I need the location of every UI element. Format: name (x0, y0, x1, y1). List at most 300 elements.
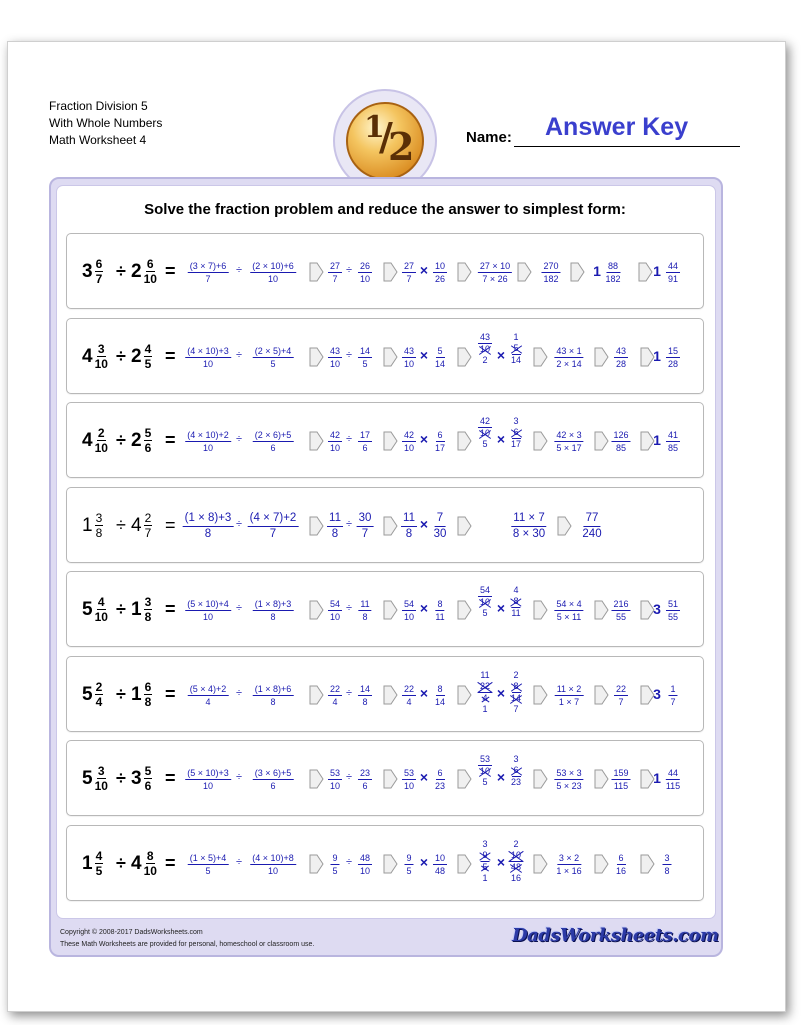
cancel-bottom: 5 (482, 608, 488, 618)
denominator: 6 (144, 441, 152, 455)
numerator: 42 × 3 (556, 430, 582, 440)
cancel-fraction (511, 670, 521, 715)
step-fraction (554, 598, 583, 623)
step-fraction (402, 429, 416, 454)
fraction-part (144, 680, 153, 709)
cancel-fraction (480, 839, 489, 884)
numerator: 6 (437, 430, 443, 440)
step-fraction (478, 260, 512, 285)
denominator: 10 (267, 274, 278, 284)
cancel-pair (478, 332, 492, 355)
improper-fraction (253, 429, 294, 454)
denominator: 10 (94, 779, 108, 793)
numerator: 6 (618, 853, 624, 863)
divide-sign: ÷ (345, 264, 353, 276)
numerator: 1 (670, 684, 676, 694)
cancel-fraction (511, 332, 521, 366)
step-fraction (358, 767, 372, 792)
numerator: (5 × 10)+4 (187, 599, 229, 609)
denominator: 7 (205, 274, 211, 284)
cancel-fraction (511, 754, 521, 788)
step-fraction (611, 429, 630, 454)
cancel-bottom: 1 (482, 873, 488, 883)
numerator: 42 (403, 430, 415, 440)
cancel-top: 11 (480, 670, 490, 680)
final-answer (666, 767, 680, 792)
step-arrow-icon (309, 431, 324, 451)
denominator: 6 (270, 443, 276, 453)
numerator: 8 (513, 596, 519, 606)
denominator: 8 (362, 697, 368, 707)
numerator: 10 (510, 850, 522, 860)
numerator: 216 (613, 599, 629, 609)
divide-sign: ÷ (116, 430, 126, 450)
numerator: 4 (144, 342, 152, 356)
mixed-number (82, 595, 108, 624)
numerator: 41 (667, 430, 679, 440)
divide-sign: ÷ (116, 261, 126, 281)
whole-part: 1 (653, 263, 661, 279)
step-fraction (435, 429, 445, 454)
denominator: 10 (143, 272, 157, 286)
step-fraction (616, 852, 626, 877)
numerator: 6 (95, 257, 103, 271)
cancel-fraction (511, 585, 520, 619)
cancel-bottom: 2 (482, 355, 488, 365)
improper-fraction (250, 852, 296, 877)
numerator: 126 (613, 430, 629, 440)
whole-part: 1 (653, 770, 661, 786)
step-fraction (401, 511, 417, 542)
step-fraction (435, 345, 445, 370)
denominator: 11 (511, 608, 521, 618)
cancel-bottom: 5 (482, 777, 488, 787)
numerator: 6 (146, 257, 154, 271)
cancel-pair (478, 585, 492, 608)
fraction-part (144, 257, 157, 286)
final-answer (666, 598, 680, 623)
denominator: 10 (479, 428, 491, 438)
worksheet-header-info (49, 98, 162, 149)
denominator: 10 (329, 781, 341, 791)
step-fraction (554, 429, 583, 454)
denominator: 7 (670, 697, 676, 707)
whole-part: 1 (82, 514, 93, 536)
step-fraction (511, 511, 546, 542)
usage-note: These Math Worksheets are provided for personal, homeschool or classroom use. (60, 941, 315, 948)
whole-part: 3 (131, 767, 142, 789)
step-arrow-icon (457, 431, 472, 451)
mixed-number (131, 764, 152, 793)
step-arrow-icon (309, 854, 324, 874)
step-fraction (605, 260, 620, 285)
equals-sign: = (165, 515, 176, 535)
improper-fraction (253, 598, 294, 623)
fraction-part (95, 342, 108, 371)
step-fraction (435, 767, 445, 792)
denominator: 182 (605, 274, 621, 284)
numerator: 22 (479, 681, 491, 691)
divide-sign: ÷ (345, 771, 353, 783)
step-fraction (434, 511, 447, 542)
step-fraction (404, 852, 413, 877)
divide-sign: ÷ (345, 856, 353, 868)
denominator: 91 (667, 274, 679, 284)
whole-part: 3 (653, 601, 661, 617)
step-arrow-icon (533, 431, 548, 451)
numerator: 43 × 1 (556, 346, 582, 356)
denominator: 8 (331, 528, 339, 540)
numerator: 53 (329, 768, 341, 778)
cancel-fraction (478, 332, 492, 366)
denominator: 11 (435, 612, 445, 622)
numerator: (3 × 7)+6 (189, 261, 227, 271)
fraction-part (144, 595, 153, 624)
denominator: 4 (482, 693, 488, 703)
step-arrow-icon (594, 600, 609, 620)
numerator: (5 × 4)+2 (189, 684, 227, 694)
step-arrow-icon (517, 262, 532, 282)
divide-sign: ÷ (345, 602, 353, 614)
numerator: 7 (435, 511, 445, 527)
cancel-pair (478, 681, 492, 704)
denominator: 23 (510, 777, 522, 787)
step-fraction (328, 598, 342, 623)
denominator: 14 (434, 697, 446, 707)
denominator: 5 (362, 359, 368, 369)
numerator: 27 (403, 261, 415, 271)
denominator: 5 (144, 357, 152, 371)
numerator: 159 (613, 768, 629, 778)
whole-part: 1 (593, 263, 601, 279)
logo-denominator: 2 (388, 124, 415, 169)
step-arrow-icon (457, 769, 472, 789)
denominator: 7 (406, 274, 412, 284)
divide-sign: ÷ (116, 515, 126, 535)
numerator: (4 × 10)+3 (187, 346, 229, 356)
mixed-number (131, 257, 157, 286)
numerator: 22 (329, 684, 341, 694)
times-sign: × (496, 769, 506, 785)
logo-medallion (346, 102, 424, 180)
numerator: 11 × 2 (556, 684, 582, 694)
divide-sign: ÷ (235, 771, 243, 783)
mixed-number (131, 511, 152, 540)
step-arrow-icon (309, 347, 324, 367)
numerator: (1 × 8)+3 (183, 511, 234, 527)
whole-part: 4 (131, 514, 142, 536)
denominator: 10 (479, 597, 491, 607)
mixed-number (82, 257, 103, 286)
denominator: 10 (202, 781, 213, 791)
step-fraction (555, 683, 584, 708)
final-answer (582, 511, 601, 542)
answer-key-text: Answer Key (545, 113, 689, 141)
logo-slash: / (379, 114, 393, 159)
divide-sign: ÷ (235, 264, 243, 276)
step-arrow-icon (570, 262, 585, 282)
denominator: 7 (144, 526, 152, 540)
numerator: 54 (329, 599, 341, 609)
denominator: 26 (434, 274, 446, 284)
denominator: 10 (202, 443, 213, 453)
denominator: 48 (510, 862, 522, 872)
divide-sign: ÷ (235, 349, 243, 361)
numerator: 22 (615, 684, 627, 694)
step-fraction (357, 511, 374, 542)
numerator: 5 (144, 426, 152, 440)
denominator: 10 (143, 864, 157, 878)
numerator: 3 (97, 764, 105, 778)
step-fraction (328, 767, 342, 792)
step-arrow-icon (533, 769, 548, 789)
numerator: (4 × 10)+8 (252, 853, 294, 863)
numerator: 54 (403, 599, 415, 609)
denominator: 14 (434, 359, 446, 369)
dadsworksheets-logo: DadsWorksheets.com (512, 925, 719, 946)
step-fraction (554, 345, 583, 370)
cancel-pair (511, 343, 521, 366)
problem-row (66, 487, 704, 563)
numerator: 51 (667, 599, 679, 609)
numerator: 3 (97, 342, 105, 356)
denominator: 7 (618, 697, 624, 707)
numerator: 43 (479, 332, 491, 342)
denominator: 10 (403, 781, 415, 791)
denominator: 10 (359, 866, 371, 876)
step-fraction (328, 429, 342, 454)
denominator: 10 (403, 612, 415, 622)
step-fraction (541, 260, 560, 285)
step-arrow-icon (594, 685, 609, 705)
divide-sign: ÷ (235, 602, 243, 614)
denominator: 5 × 17 (556, 443, 582, 453)
denominator: 7 (269, 528, 277, 540)
step-fraction (330, 852, 339, 877)
denominator: 10 (94, 357, 108, 371)
improper-fraction (185, 767, 231, 792)
denominator: 48 (434, 866, 446, 876)
logo-numerator: 1 (364, 110, 385, 145)
times-sign: × (419, 685, 429, 701)
cancel-fraction (478, 670, 492, 715)
cancel-top: 2 (513, 839, 519, 849)
mixed-number (82, 680, 103, 709)
step-arrow-icon (457, 685, 472, 705)
whole-part: 1 (131, 598, 142, 620)
step-arrow-icon (457, 347, 472, 367)
fraction-part (95, 680, 104, 709)
denominator: 5 (332, 866, 338, 876)
problem-row (66, 402, 704, 478)
numerator: 88 (607, 261, 618, 271)
numerator: 10 (434, 261, 446, 271)
step-fraction (327, 511, 343, 542)
step-arrow-icon (383, 516, 398, 536)
denominator: 5 (482, 862, 488, 872)
fraction-part (95, 849, 104, 878)
denominator: 85 (615, 443, 626, 453)
denominator: 7 × 26 (482, 274, 508, 284)
denominator: 30 (433, 528, 447, 540)
denominator: 6 (144, 779, 152, 793)
divide-sign: ÷ (235, 856, 243, 868)
whole-part: 5 (82, 767, 93, 789)
denominator: 55 (615, 612, 626, 622)
step-arrow-icon (383, 854, 398, 874)
improper-fraction (250, 260, 296, 285)
step-arrow-icon (383, 347, 398, 367)
improper-fraction (188, 852, 229, 877)
step-arrow-icon (594, 431, 609, 451)
improper-fraction (183, 511, 234, 542)
times-sign: × (419, 431, 429, 447)
cancel-bottom: 7 (513, 704, 519, 714)
numerator: 43 (615, 346, 627, 356)
cancel-top: 3 (513, 754, 519, 764)
numerator: (1 × 8)+3 (254, 599, 292, 609)
denominator: 8 (95, 526, 103, 540)
step-arrow-icon (533, 685, 548, 705)
step-fraction (614, 345, 628, 370)
numerator: (2 × 6)+5 (254, 430, 292, 440)
numerator: 2 (144, 511, 152, 525)
step-arrow-icon (383, 769, 398, 789)
denominator: 7 (95, 272, 103, 286)
numerator: 6 (513, 427, 519, 437)
equals-sign: = (165, 261, 176, 281)
step-arrow-icon (383, 262, 398, 282)
denominator: 10 (329, 359, 341, 369)
cancel-pair (511, 765, 521, 788)
numerator: (4 × 10)+2 (187, 430, 229, 440)
denominator: 115 (613, 781, 629, 791)
cancel-fraction (478, 585, 492, 619)
step-fraction (328, 683, 342, 708)
numerator: (3 × 6)+5 (254, 768, 292, 778)
times-sign: × (496, 685, 506, 701)
numerator: (4 × 7)+2 (248, 511, 299, 527)
denominator: 10 (479, 344, 491, 354)
step-arrow-icon (383, 685, 398, 705)
divide-sign: ÷ (116, 768, 126, 788)
improper-fraction (185, 345, 231, 370)
denominator: 17 (510, 439, 522, 449)
whole-part: 3 (82, 260, 93, 282)
step-arrow-icon (594, 347, 609, 367)
fraction-part (95, 511, 104, 540)
instructions: Solve the fraction problem and reduce the answer to simplest form: (144, 201, 626, 218)
step-arrow-icon (533, 600, 548, 620)
mixed-number (131, 595, 152, 624)
whole-part: 2 (131, 345, 142, 367)
denominator: 10 (329, 443, 341, 453)
divide-sign: ÷ (235, 433, 243, 445)
step-arrow-icon (383, 431, 398, 451)
denominator: 10 (479, 766, 491, 776)
numerator: 3 × 2 (558, 853, 580, 863)
step-arrow-icon (557, 516, 572, 536)
numerator: (1 × 8)+6 (254, 684, 292, 694)
name-line (514, 146, 740, 147)
numerator: 44 (667, 261, 679, 271)
step-fraction (358, 260, 372, 285)
denominator: 6 (362, 781, 368, 791)
step-fraction (611, 767, 630, 792)
numerator: 11 (401, 511, 417, 527)
denominator: 8 (362, 612, 368, 622)
denominator: 16 (615, 866, 627, 876)
equals-sign: = (165, 430, 176, 450)
cancel-pair (480, 850, 489, 873)
problem-row (66, 825, 704, 901)
numerator: 6 (513, 765, 519, 775)
improper-fraction (248, 511, 299, 542)
cancel-fraction (478, 416, 492, 450)
numerator: 10 (434, 853, 446, 863)
denominator: 10 (403, 359, 415, 369)
numerator: 53 (479, 754, 491, 764)
step-arrow-icon (457, 600, 472, 620)
divide-sign: ÷ (235, 687, 243, 699)
fraction-part (95, 426, 108, 455)
fraction-part (95, 595, 108, 624)
numerator: 54 × 4 (556, 599, 582, 609)
numerator: 4 (95, 849, 103, 863)
problem-row (66, 740, 704, 816)
cancel-bottom: 16 (510, 873, 522, 883)
step-fraction (328, 260, 342, 285)
numerator: 6 (144, 680, 152, 694)
numerator: 8 (437, 684, 443, 694)
improper-fraction (188, 260, 229, 285)
numerator: 8 (513, 681, 519, 691)
numerator: 9 (332, 853, 338, 863)
denominator: 28 (615, 359, 627, 369)
cancel-pair (478, 416, 492, 439)
name-label: Name: (466, 129, 512, 146)
numerator: 5 (144, 764, 152, 778)
denominator: 5 (205, 866, 211, 876)
problem-row (66, 571, 704, 647)
denominator: 28 (667, 359, 679, 369)
denominator: 5 (406, 866, 412, 876)
whole-part: 3 (653, 686, 661, 702)
numerator: 23 (359, 768, 371, 778)
mixed-number (82, 511, 103, 540)
mixed-number (131, 426, 152, 455)
step-fraction (358, 598, 371, 623)
fraction-part (144, 426, 153, 455)
step-arrow-icon (309, 262, 324, 282)
step-fraction (328, 345, 342, 370)
cancel-top: 2 (513, 670, 519, 680)
denominator: 8 (405, 528, 413, 540)
numerator: 53 (403, 768, 415, 778)
denominator: 10 (94, 610, 108, 624)
step-fraction (433, 852, 447, 877)
step-arrow-icon (309, 685, 324, 705)
step-arrow-icon (457, 854, 472, 874)
mixed-number (82, 849, 103, 878)
numerator: 3 (664, 853, 670, 863)
final-answer (666, 345, 680, 370)
times-sign: × (419, 262, 429, 278)
cancel-fraction (511, 416, 521, 450)
mixed-number (82, 426, 108, 455)
numerator: 43 (329, 346, 341, 356)
step-fraction (358, 345, 372, 370)
